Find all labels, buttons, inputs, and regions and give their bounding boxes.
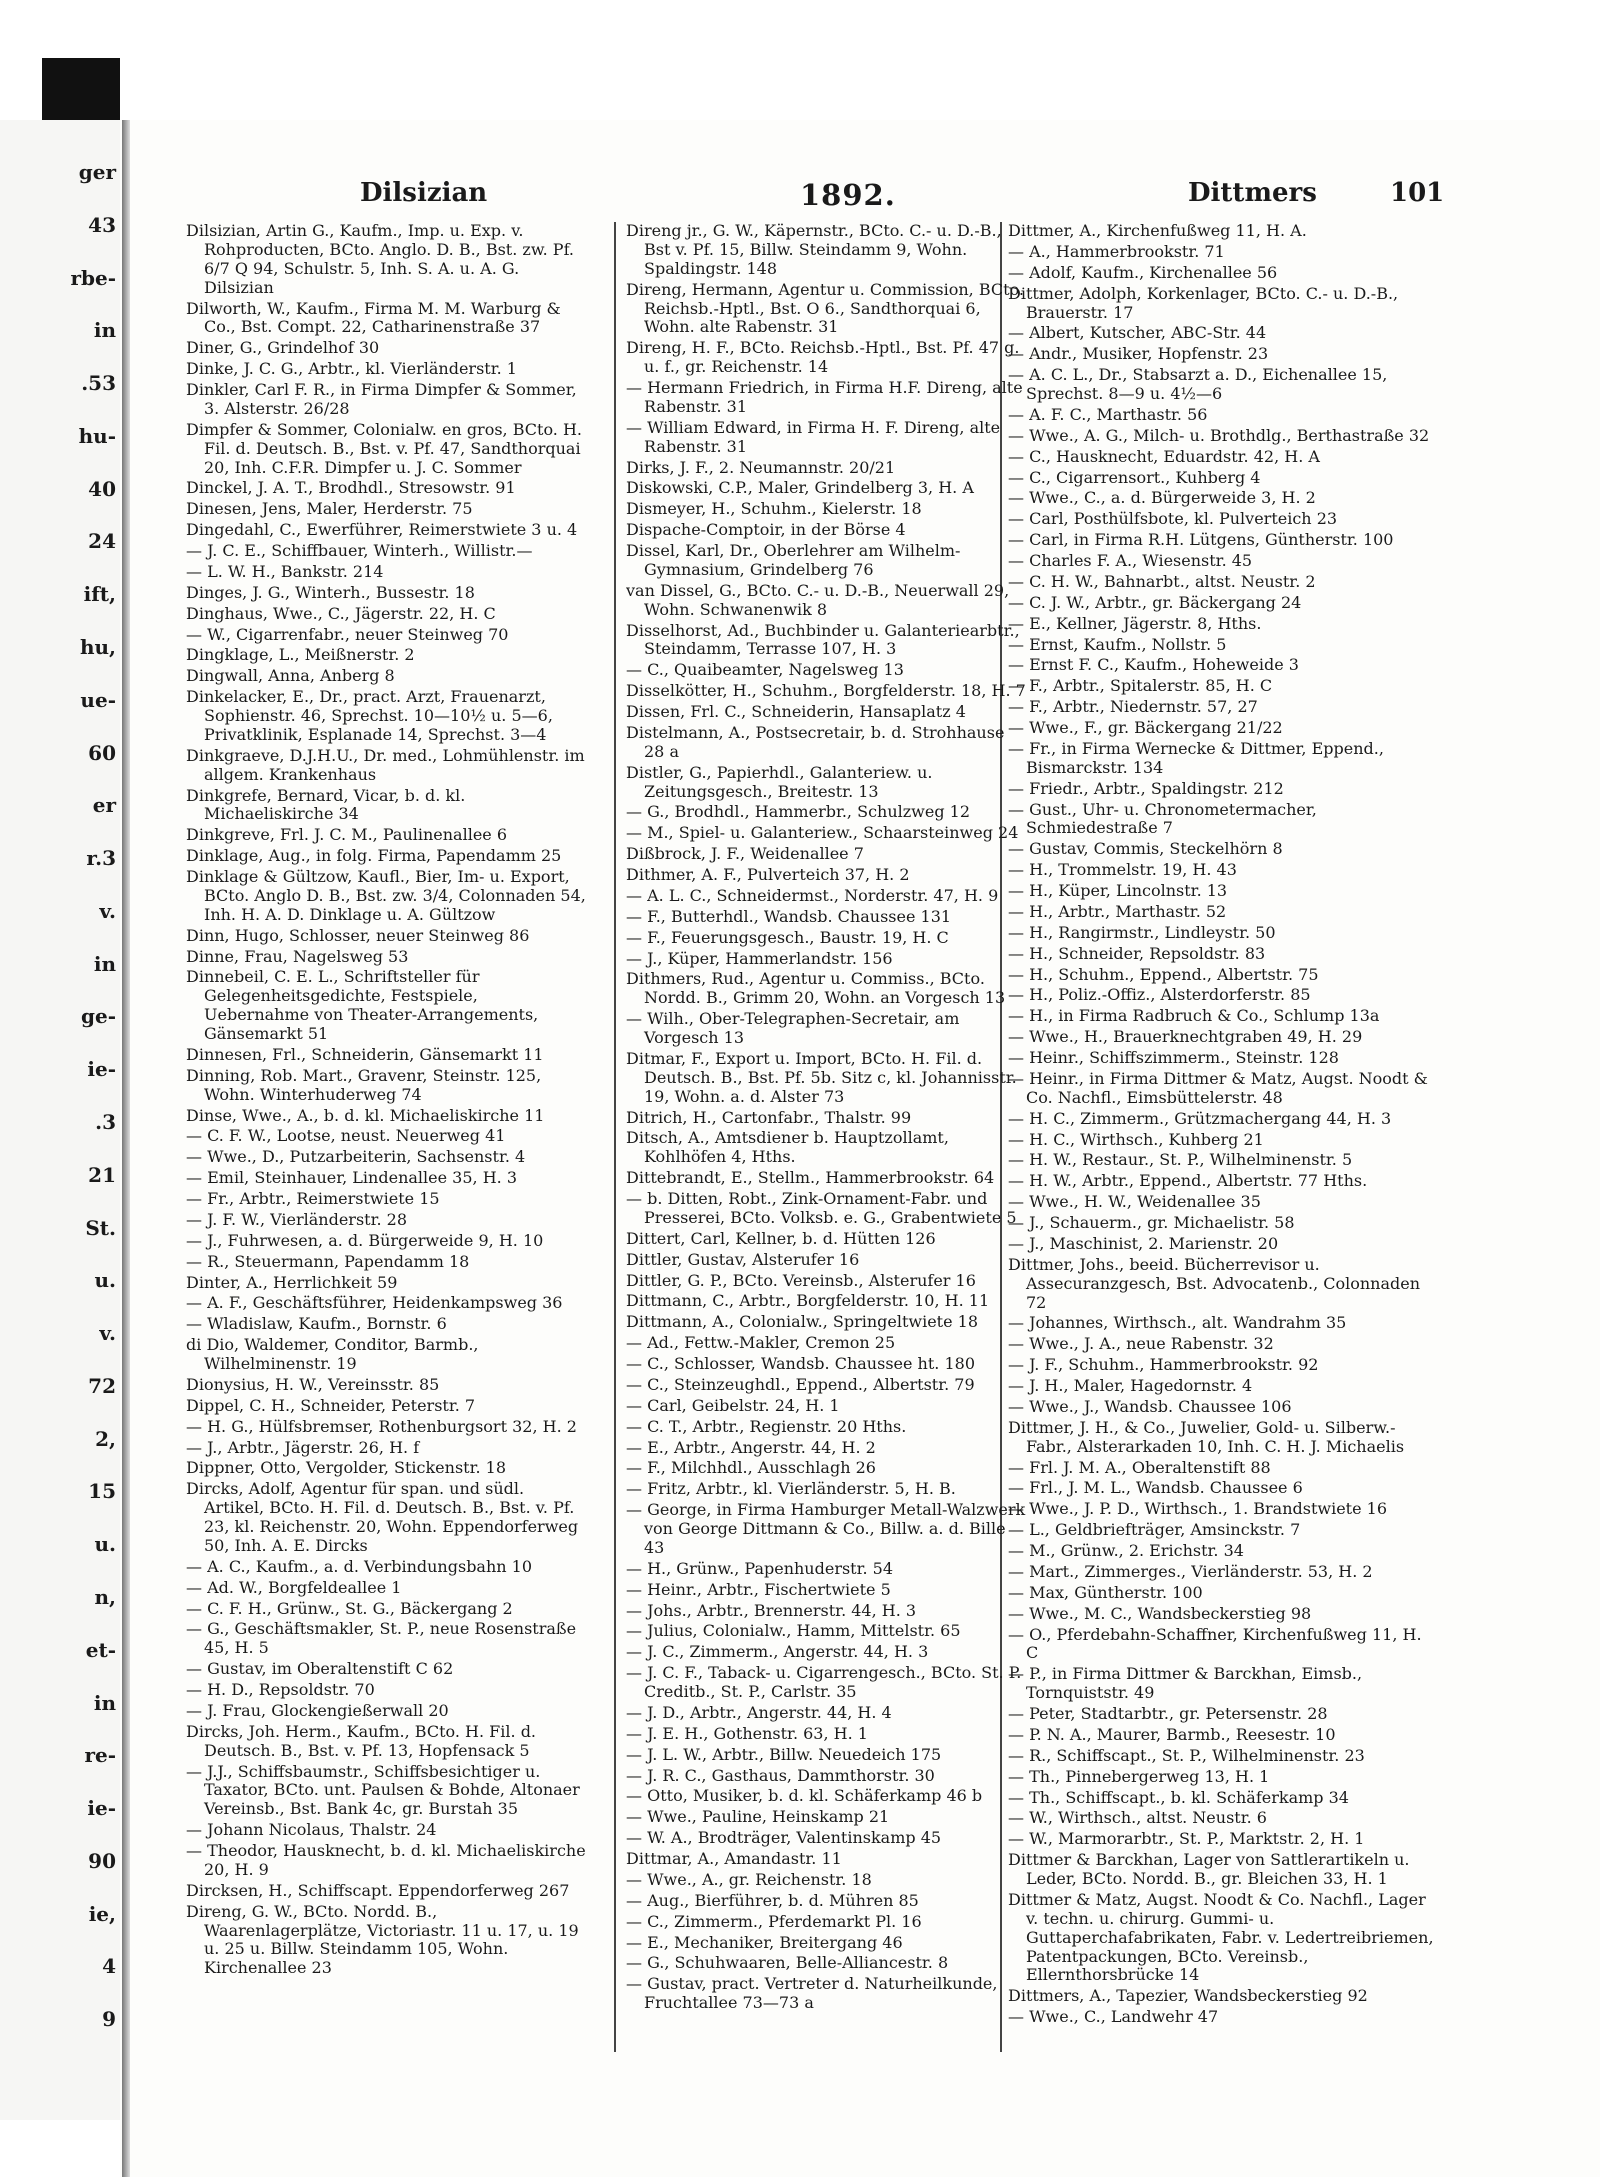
directory-entry: Dinkgreve, Frl. J. C. M., Paulinenallee 6 — [186, 825, 508, 845]
directory-entry: — Wwe., C., Landwehr 47 — [1008, 2007, 1219, 2027]
directory-entry: Distler, G., Papierhdl., Galanteriew. u. Zeitungsgesch., Breitestr. 13 — [626, 762, 933, 801]
directory-entry: Dittler, Gustav, Alsterufer 16 — [626, 1249, 860, 1269]
directory-entry: — Friedr., Arbtr., Spaldingstr. 212 — [1008, 778, 1284, 798]
directory-entry: Dittebrandt, E., Stellm., Hammerbrookstr. 64 — [626, 1168, 995, 1188]
directory-entry: Dinter, A., Herrlichkeit 59 — [186, 1272, 398, 1292]
directory-entry: — H. W., Restaur., St. P., Wilhelminenstr. 5 — [1008, 1150, 1353, 1170]
fragment-text: r.3 — [86, 846, 116, 871]
directory-entry: Dinn, Hugo, Schlosser, neuer Steinweg 86 — [186, 925, 530, 945]
directory-entry: Dinkelacker, E., Dr., pract. Arzt, Frauenarzt, Sophienstr. 46, Sprechst. 10—10½ u. 5—6, Privatklinik, Esplanade 14, Sprechst. 3—4 — [186, 687, 553, 744]
fragment-text: ie- — [87, 1057, 116, 1082]
directory-entry: — Th., Pinnebergerweg 13, H. 1 — [1008, 1766, 1270, 1786]
directory-entry: — C., Steinzeughdl., Eppend., Albertstr. 79 — [626, 1374, 975, 1394]
directory-entry: — H., Trommelstr. 19, H. 43 — [1008, 860, 1237, 880]
directory-entry: — H., Grünw., Papenhuderstr. 54 — [626, 1558, 894, 1578]
directory-entry: — Otto, Musiker, b. d. kl. Schäferkamp 46 b — [626, 1786, 983, 1806]
directory-entry: — Frl., J. M. L., Wandsb. Chaussee 6 — [1008, 1478, 1303, 1498]
fragment-text: 72 — [88, 1373, 116, 1398]
fragment-text: ie, — [88, 1901, 116, 1926]
directory-entry: — J., Maschinist, 2. Marienstr. 20 — [1008, 1233, 1279, 1253]
directory-entry: — Wilh., Ober-Telegraphen-Secretair, am Vorgesch 13 — [626, 1009, 960, 1047]
fragment-text: 21 — [88, 1162, 116, 1187]
fragment-text: St. — [85, 1215, 116, 1240]
directory-entry: — J. F. W., Vierländerstr. 28 — [186, 1209, 408, 1229]
directory-entry: Dissel, Karl, Dr., Oberlehrer am Wilhelm-Gymnasium, Grindelberg 76 — [626, 541, 961, 579]
directory-entry: — H., Rangirmstr., Lindleystr. 50 — [1008, 922, 1276, 942]
directory-entry: Dittmer, Johs., beeid. Bücherrevisor u. Assecuranzgesch, Bst. Advocatenb., Colonnaden 72 — [1008, 1254, 1421, 1312]
directory-entry: Dittmer, J. H., & Co., Juwelier, Gold- u. Silberw.-Fabr., Alsterarkaden 10, Inh. C. H. J. Michaelis — [1008, 1417, 1405, 1456]
fragment-text: u. — [94, 1532, 116, 1557]
directory-entry: — Gustav, Commis, Steckelhörn 8 — [1008, 839, 1283, 859]
directory-entry: — F., Butterhdl., Wandsb. Chaussee 131 — [626, 906, 952, 926]
directory-entry: di Dio, Waldemer, Conditor, Barmb., Wilhelminenstr. 19 — [186, 1335, 479, 1373]
directory-entry: — Frl. J. M. A., Oberaltenstift 88 — [1008, 1457, 1271, 1477]
fragment-text: 4 — [102, 1954, 116, 1979]
directory-entry: Diner, G., Grindelhof 30 — [186, 338, 380, 358]
directory-entry: — J., Küper, Hammerlandstr. 156 — [626, 948, 893, 968]
directory-entry: — Wwe., Pauline, Heinskamp 21 — [626, 1807, 890, 1827]
directory-entry: — L. W. H., Bankstr. 214 — [186, 561, 384, 581]
directory-entry: Dinnesen, Frl., Schneiderin, Gänsemarkt 11 — [186, 1044, 544, 1064]
directory-entry: Dippner, Otto, Vergolder, Stickenstr. 18 — [186, 1458, 507, 1478]
directory-entry: Dinges, J. G., Winterh., Bussestr. 18 — [186, 582, 475, 602]
directory-entry: — William Edward, in Firma H. F. Direng, alte Rabenstr. 31 — [626, 417, 1001, 456]
page-gutter-edge — [122, 120, 130, 2177]
directory-entry: — H., Küper, Lincolnstr. 13 — [1008, 881, 1228, 900]
directory-entry: — J. D., Arbtr., Angerstr. 44, H. 4 — [626, 1702, 892, 1722]
directory-entry: Dirks, J. F., 2. Neumannstr. 20/21 — [626, 457, 896, 477]
directory-entry: Diskowski, C.P., Maler, Grindelberg 3, H. A — [626, 478, 974, 498]
directory-entry: — Wwe., H. W., Weidenallee 35 — [1008, 1192, 1261, 1212]
directory-entry: Dinkgraeve, D.J.H.U., Dr. med., Lohmühlenstr. im allgem. Krankenhaus — [186, 745, 585, 784]
directory-entry: — H., Poliz.-Offiz., Alsterdorferstr. 85 — [1008, 985, 1311, 1005]
directory-entry: — M., Spiel- u. Galanteriew., Schaarsteinweg 24 — [626, 823, 1019, 843]
directory-entry: Direng, H. F., BCto. Reichsb.-Hptl., Bst. Pf. 47 g. u. f., gr. Reichenstr. 14 — [626, 338, 1020, 377]
directory-entry: — Ernst F. C., Kaufm., Hoheweide 3 — [1008, 655, 1299, 675]
directory-entry: Ditsch, A., Amtsdiener b. Hauptzollamt, Kohlhöfen 4, Hths. — [626, 1128, 949, 1167]
fragment-text: 40 — [88, 476, 116, 501]
directory-entry: — Wwe., J. P. D., Wirthsch., 1. Brandstwiete 16 — [1008, 1499, 1388, 1519]
fragment-text: 60 — [88, 740, 116, 765]
directory-entry: Dittmann, A., Colonialw., Springeltwiete 18 — [626, 1312, 979, 1332]
directory-entry: — H., Schneider, Repsoldstr. 83 — [1008, 943, 1266, 963]
directory-entry: — W. A., Brodträger, Valentinskamp 45 — [626, 1828, 942, 1848]
directory-entry: — Wladislaw, Kaufm., Bornstr. 6 — [186, 1314, 447, 1334]
directory-entry: van Dissel, G., BCto. C.- u. D.-B., Neuerwall 29, Wohn. Schwanenwik 8 — [626, 580, 1010, 619]
directory-entry: — G., Geschäftsmakler, St. P., neue Rosenstraße 45, H. 5 — [186, 1619, 577, 1658]
directory-entry: — G., Brodhdl., Hammerbr., Schulzweg 12 — [626, 802, 971, 822]
fragment-text: 9 — [102, 2007, 116, 2032]
directory-entry: Ditrich, H., Cartonfabr., Thalstr. 99 — [626, 1107, 912, 1127]
directory-entry: — Wwe., F., gr. Bäckergang 21/22 — [1008, 718, 1283, 737]
directory-entry: — Wwe., A. G., Milch- u. Brothdlg., Berthastraße 32 — [1008, 425, 1430, 445]
directory-entry: — E., Arbtr., Angerstr. 44, H. 2 — [626, 1437, 876, 1457]
directory-entry: — G., Schuhwaaren, Belle-Alliancestr. 8 — [626, 1953, 949, 1973]
directory-entry: Dircks, Adolf, Agentur für span. und südl. Artikel, BCto. H. Fil. d. Deutsch. B., Bst. v. Pf. 23, kl. Reichenstr. 20, Wohn. Eppendorferweg 50, Inh. A. E. Dircks — [186, 1479, 579, 1555]
directory-entry: — Heinr., in Firma Dittmer & Matz, Augst. Noodt & Co. Nachfl., Eimsbüttelerstr. 48 — [1008, 1068, 1428, 1107]
directory-entry: — Wwe., J. A., neue Rabenstr. 32 — [1008, 1334, 1274, 1354]
directory-entry: — Max, Güntherstr. 100 — [1008, 1582, 1203, 1602]
directory-entry: — C., Quaibeamter, Nagelsweg 13 — [626, 660, 904, 680]
fragment-text: er — [92, 793, 116, 818]
directory-entry: Dißbrock, J. F., Weidenallee 7 — [626, 844, 864, 864]
directory-entry: Dilsizian, Artin G., Kaufm., Imp. u. Exp. v. Rohproducten, BCto. Anglo. D. B., Bst. zw. Pf. 6/7 Q 94, Schulstr. 5, Inh. S. A. u. A. G. Dilsizian — [186, 222, 574, 297]
directory-entry: Dinghaus, Wwe., C., Jägerstr. 22, H. C — [186, 603, 496, 623]
directory-entry: — H., Arbtr., Marthastr. 52 — [1008, 901, 1227, 921]
fragment-text: et- — [85, 1637, 116, 1662]
directory-entry: — C., Cigarrensort., Kuhberg 4 — [1008, 467, 1261, 487]
directory-entry: — J. L. W., Arbtr., Billw. Neuedeich 175 — [626, 1744, 942, 1764]
directory-entry: — H. G., Hülfsbremser, Rothenburgsort 32, H. 2 — [186, 1416, 577, 1436]
directory-entry: — O., Pferdebahn-Schaffner, Kirchenfußweg 11, H. C — [1008, 1624, 1422, 1663]
fragment-text: 15 — [88, 1479, 116, 1504]
directory-entry: — Albert, Kutscher, ABC-Str. 44 — [1008, 323, 1267, 343]
fragment-text: in — [93, 318, 116, 343]
directory-entry: Dinkler, Carl F. R., in Firma Dimpfer & Sommer, 3. Alsterstr. 26/28 — [186, 380, 577, 418]
directory-entry: — Heinr., Schiffszimmerm., Steinstr. 128 — [1008, 1048, 1339, 1067]
directory-entry: Dinklage & Gültzow, Kaufl., Bier, Im- u. Export, BCto. Anglo D. B., Bst. zw. 3/4, Colonnaden 54, Inh. H. A. D. Dinklage u. A. Gültzow — [186, 867, 586, 924]
directory-entry: — C., Hausknecht, Eduardstr. 42, H. A — [1008, 446, 1320, 466]
directory-entry: Dinnebeil, C. E. L., Schriftsteller für Gelegenheitsgedichte, Festspiele, Uebernahme von Theater-Arrangements, Gänsemarkt 51 — [186, 967, 539, 1043]
directory-entry: Dinckel, J. A. T., Brodhdl., Stresowstr. 91 — [186, 478, 516, 498]
directory-entry: — Andr., Musiker, Hopfenstr. 23 — [1008, 344, 1269, 364]
directory-entry: — H. C., Wirthsch., Kuhberg 21 — [1008, 1129, 1264, 1149]
directory-entry: Dismeyer, H., Schuhm., Kielerstr. 18 — [626, 499, 922, 519]
directory-entry: Disselhorst, Ad., Buchbinder u. Galanteriearbtr., Steindamm, Terrasse 107, H. 3 — [626, 620, 1020, 659]
directory-entry: — F., Feuerungsgesch., Baustr. 19, H. C — [626, 927, 949, 947]
directory-entry: Dircks, Joh. Herm., Kaufm., BCto. H. Fil. d. Deutsch. B., Bst. v. Pf. 13, Hopfensack 5 — [186, 1721, 537, 1760]
fragment-text: 90 — [88, 1848, 116, 1873]
directory-entry: — Wwe., A., gr. Reichenstr. 18 — [626, 1869, 872, 1889]
directory-entry: — Johann Nicolaus, Thalstr. 24 — [186, 1820, 437, 1840]
directory-entry: — A. F. C., Marthastr. 56 — [1008, 404, 1208, 424]
directory-entry: — H. C., Zimmerm., Grützmachergang 44, H. 3 — [1008, 1108, 1392, 1128]
fragment-text: u. — [94, 1268, 116, 1293]
fragment-text: hu, — [79, 635, 116, 659]
fragment-text: in — [93, 951, 116, 976]
directory-entry: — Gustav, im Oberaltenstift C 62 — [186, 1659, 454, 1679]
header-year: 1892. — [800, 178, 896, 212]
directory-entry: Dispache-Comptoir, in der Börse 4 — [626, 520, 906, 540]
directory-entry: — Aug., Bierführer, b. d. Mühren 85 — [626, 1890, 919, 1910]
directory-entry: — C., Zimmerm., Pferdemarkt Pl. 16 — [626, 1911, 922, 1931]
header-right-keyword: Dittmers — [1188, 178, 1317, 208]
directory-entry: Dingedahl, C., Ewerführer, Reimerstwiete 3 u. 4 — [186, 520, 578, 540]
directory-entry: — J., Schauerm., gr. Michaelistr. 58 — [1008, 1213, 1295, 1232]
directory-entry: — J., Fuhrwesen, a. d. Bürgerweide 9, H. 10 — [186, 1230, 544, 1250]
directory-entry: — J.J., Schiffsbaumstr., Schiffsbesichtiger u. Taxator, BCto. unt. Paulsen & Bohde, Altonaer Vereinsb., Bst. Bank 4c, gr. Burstah 35 — [186, 1761, 580, 1819]
directory-entry: — W., Cigarrenfabr., neuer Steinweg 70 — [186, 624, 509, 644]
directory-entry: — J. R. C., Gasthaus, Dammthorstr. 30 — [626, 1765, 935, 1785]
directory-entry: Dittmers, A., Tapezier, Wandsbeckerstieg 92 — [1008, 1986, 1368, 2006]
directory-entry: — C. F. W., Lootse, neust. Neuerweg 41 — [186, 1126, 506, 1146]
scan-dark-corner — [42, 58, 120, 128]
directory-entry: Dinkgrefe, Bernard, Vicar, b. d. kl. Michaeliskirche 34 — [186, 785, 466, 824]
directory-entry: — F., Arbtr., Niedernstr. 57, 27 — [1008, 697, 1258, 717]
directory-entry: Dinne, Frau, Nagelsweg 53 — [186, 946, 409, 966]
directory-entry: Dingklage, L., Meißnerstr. 2 — [186, 645, 415, 665]
directory-entry: — J. E. H., Gothenstr. 63, H. 1 — [626, 1723, 868, 1743]
directory-entry: — J. C. F., Taback- u. Cigarrengesch., BCto. St. P. Creditb., St. P., Carlstr. 35 — [626, 1663, 1022, 1701]
page-number: 101 — [1390, 178, 1445, 208]
directory-entry: — A. C. L., Dr., Stabsarzt a. D., Eichenallee 15, Sprechst. 8—9 u. 4½—6 — [1008, 365, 1388, 403]
directory-entry: — Fr., in Firma Wernecke & Dittmer, Eppend., Bismarckstr. 134 — [1008, 738, 1384, 777]
fragment-text: 2, — [95, 1426, 116, 1451]
previous-page-fragment — [0, 120, 123, 2120]
directory-entry: — Carl, Posthülfsbote, kl. Pulverteich 23 — [1008, 509, 1338, 529]
fragment-text: ie- — [87, 1796, 116, 1821]
directory-entry: Direng, Hermann, Agentur u. Commission, BCto. Reichsb.-Hptl., Bst. O 6., Sandthorquai 6, Wohn. alte Rabenstr. 31 — [626, 279, 1025, 337]
directory-entry: — Wwe., J., Wandsb. Chaussee 106 — [1008, 1396, 1292, 1416]
directory-entry: — W., Marmorarbtr., St. P., Marktstr. 2, H. 1 — [1008, 1829, 1365, 1849]
directory-entry: Dittler, G. P., BCto. Vereinsb., Alsterufer 16 — [626, 1270, 976, 1290]
directory-entry: — H. D., Repsoldstr. 70 — [186, 1680, 375, 1699]
scan-margin-top — [0, 0, 1600, 58]
directory-entry: — E., Mechaniker, Breitergang 46 — [626, 1932, 903, 1952]
directory-entry: — Th., Schiffscapt., b. kl. Schäferkamp 34 — [1008, 1787, 1349, 1807]
directory-entry: — Fritz, Arbtr., kl. Vierländerstr. 5, H. B. — [626, 1479, 956, 1499]
directory-entry: — Hermann Friedrich, in Firma H.F. Direng, alte Rabenstr. 31 — [626, 378, 1023, 416]
directory-entry: — W., Wirthsch., altst. Neustr. 6 — [1008, 1808, 1267, 1828]
directory-entry: — J. C. E., Schiffbauer, Winterh., Willistr.— — [186, 541, 533, 560]
fragment-text: .53 — [81, 371, 116, 396]
directory-entry: — Johs., Arbtr., Brennerstr. 44, H. 3 — [626, 1600, 917, 1620]
fragment-text: rbe- — [70, 265, 116, 290]
directory-entry: — Charles F. A., Wiesenstr. 45 — [1008, 551, 1253, 570]
directory-entry: — Fr., Arbtr., Reimerstwiete 15 — [186, 1189, 440, 1208]
header-left-keyword: Dilsizian — [360, 178, 488, 208]
directory-entry: — H., in Firma Radbruch & Co., Schlump 13a — [1008, 1006, 1380, 1026]
directory-entry: Dinse, Wwe., A., b. d. kl. Michaeliskirche 11 — [186, 1105, 545, 1125]
fragment-text: v. — [99, 1321, 116, 1346]
directory-entry: — A. L. C., Schneidermst., Norderstr. 47, H. 9 — [626, 885, 999, 905]
directory-entry: Dittert, Carl, Kellner, b. d. Hütten 126 — [626, 1228, 936, 1248]
fragment-text: re- — [84, 1743, 116, 1768]
directory-entry: Dimpfer & Sommer, Colonialw. en gros, BCto. H. Fil. d. Deutsch. B., Bst. v. Pf. 47, Sandthorquai 20, Inh. C.F.R. Dimpfer u. J. C. Sommer — [186, 419, 583, 477]
directory-entry: Dinke, J. C. G., Arbtr., kl. Vierländerstr. 1 — [186, 359, 517, 379]
fragment-text: n, — [94, 1585, 116, 1609]
directory-entry: Disselkötter, H., Schuhm., Borgfelderstr. 18, H. 7 — [626, 681, 1026, 701]
directory-entry: Ditmar, F., Export u. Import, BCto. H. Fil. d. Deutsch. B., Bst. Pf. 5b. Sitz c, kl. Johannisstr. 19, Wohn. a. d. Alster 73 — [626, 1048, 1017, 1106]
directory-entry: Dissen, Frl. C., Schneiderin, Hansaplatz 4 — [626, 702, 966, 721]
directory-entry: Dittmar, A., Amandastr. 11 — [626, 1849, 842, 1868]
column-divider — [614, 222, 616, 2052]
directory-entry: — Carl, in Firma R.H. Lütgens, Güntherstr. 100 — [1008, 530, 1394, 550]
directory-entry: — A. F., Geschäftsführer, Heidenkampsweg 36 — [186, 1293, 563, 1313]
directory-entry: — Heinr., Arbtr., Fischertwiete 5 — [626, 1579, 891, 1599]
directory-entry: — F., Arbtr., Spitalerstr. 85, H. C — [1008, 676, 1273, 696]
fragment-text: ger — [78, 160, 116, 184]
directory-entry: — J. H., Maler, Hagedornstr. 4 — [1008, 1376, 1253, 1395]
directory-entry: Dithmers, Rud., Agentur u. Commiss., BCto. Nordd. B., Grimm 20, Wohn. an Vorgesch 13 — [626, 969, 1006, 1008]
directory-entry: Direng jr., G. W., Käpernstr., BCto. C.- u. D.-B., Bst v. Pf. 15, Billw. Steindamm 9, Wohn. Spaldingstr. 148 — [626, 222, 1002, 278]
directory-entry: Distelmann, A., Postsecretair, b. d. Strohhause 28 a — [626, 722, 1005, 761]
directory-entry: — Ad. W., Borgfeldeallee 1 — [186, 1577, 402, 1597]
directory-entry: — Gustav, pract. Vertreter d. Naturheilkunde, Fruchtallee 73—73 a — [626, 1974, 998, 2013]
directory-entry: — Wwe., M. C., Wandsbeckerstieg 98 — [1008, 1603, 1312, 1623]
directory-column-2 — [626, 222, 1026, 2072]
directory-entry: Direng, G. W., BCto. Nordd. B., Waarenlagerplätze, Victoriastr. 11 u. 17, u. 19 u. 25 u. Billw. Steindamm 105, Wohn. Kirchenallee 23 — [186, 1901, 579, 1978]
directory-entry: — F., Milchhdl., Ausschlagh 26 — [626, 1458, 876, 1478]
directory-entry: — Carl, Geibelstr. 24, H. 1 — [626, 1395, 840, 1415]
fragment-text: in — [93, 1690, 116, 1715]
fragment-text: ge- — [80, 1004, 116, 1029]
directory-entry: — H., Schuhm., Eppend., Albertstr. 75 — [1008, 964, 1319, 984]
directory-entry: — C. H. W., Bahnarbt., altst. Neustr. 2 — [1008, 571, 1316, 591]
directory-entry: Dinning, Rob. Mart., Gravenr, Steinstr. 125, Wohn. Winterhuderweg 74 — [186, 1065, 542, 1104]
directory-entry: — R., Schiffscapt., St. P., Wilhelminenstr. 23 — [1008, 1745, 1365, 1765]
directory-entry: — C. J. W., Arbtr., gr. Bäckergang 24 — [1008, 592, 1302, 612]
directory-entry: Dithmer, A. F., Pulverteich 37, H. 2 — [626, 865, 910, 884]
directory-entry: — Theodor, Hausknecht, b. d. kl. Michaeliskirche 20, H. 9 — [186, 1841, 586, 1879]
directory-entry: Dittmann, C., Arbtr., Borgfelderstr. 10, H. 11 — [626, 1291, 990, 1311]
directory-entry: Dittmer, Adolph, Korkenlager, BCto. C.- u. D.-B., Brauerstr. 17 — [1008, 283, 1399, 322]
directory-entry: — Emil, Steinhauer, Lindenallee 35, H. 3 — [186, 1168, 517, 1188]
fragment-text: hu- — [78, 423, 116, 448]
directory-entry: — J. F., Schuhm., Hammerbrookstr. 92 — [1008, 1355, 1319, 1375]
fragment-text: 24 — [88, 529, 116, 554]
directory-entry: — H. W., Arbtr., Eppend., Albertstr. 77 Hths. — [1008, 1171, 1368, 1191]
directory-entry: Dinklage, Aug., in folg. Firma, Papendamm 25 — [186, 846, 562, 866]
directory-column-3 — [1008, 222, 1438, 2072]
directory-entry: Dionysius, H. W., Vereinsstr. 85 — [186, 1374, 440, 1394]
fragment-text: .3 — [95, 1110, 116, 1134]
directory-entry: — Ad., Fettw.-Makler, Cremon 25 — [626, 1333, 896, 1353]
directory-entry: — Wwe., H., Brauerknechtgraben 49, H. 29 — [1008, 1027, 1363, 1047]
directory-entry: — P. N. A., Maurer, Barmb., Reesestr. 10 — [1008, 1724, 1336, 1744]
directory-entry: — C. T., Arbtr., Regienstr. 20 Hths. — [626, 1416, 907, 1436]
directory-entry: — J., Arbtr., Jägerstr. 26, H. f — [186, 1437, 420, 1457]
directory-entry: Dittmer, A., Kirchenfußweg 11, H. A. — [1008, 222, 1307, 240]
directory-entry: — R., Steuermann, Papendamm 18 — [186, 1251, 470, 1271]
directory-entry: — E., Kellner, Jägerstr. 8, Hths. — [1008, 613, 1262, 633]
directory-entry: Dilworth, W., Kaufm., Firma M. M. Warburg & Co., Bst. Compt. 22, Catharinenstraße 37 — [186, 298, 561, 337]
directory-entry: — Mart., Zimmerges., Vierländerstr. 53, H. 2 — [1008, 1561, 1373, 1581]
directory-entry: — Ernst, Kaufm., Nollstr. 5 — [1008, 634, 1227, 654]
directory-column-1 — [186, 222, 586, 2072]
fragment-text: ue- — [80, 687, 116, 712]
directory-entry: — P., in Firma Dittmer & Barckhan, Eimsb., Tornquiststr. 49 — [1008, 1664, 1363, 1703]
directory-entry: Dinesen, Jens, Maler, Herderstr. 75 — [186, 499, 473, 519]
directory-entry: Dittmer & Barckhan, Lager von Sattlerartikeln u. Leder, BCto. Nordd. B., gr. Bleichen 33, H. 1 — [1008, 1850, 1410, 1888]
directory-entry: — L., Geldbriefträger, Amsinckstr. 7 — [1008, 1520, 1301, 1540]
fragment-text: ift, — [83, 582, 116, 607]
directory-entry: — J. C., Zimmerm., Angerstr. 44, H. 3 — [626, 1642, 929, 1662]
directory-entry: — Peter, Stadtarbtr., gr. Petersenstr. 28 — [1008, 1704, 1328, 1723]
directory-entry: — George, in Firma Hamburger Metall-Walzwerk von George Dittmann & Co., Billw. a. d. Bille 43 — [626, 1500, 1026, 1557]
directory-entry: — Johannes, Wirthsch., alt. Wandrahm 35 — [1008, 1313, 1347, 1333]
directory-entry: — C., Schlosser, Wandsb. Chaussee ht. 180 — [626, 1354, 975, 1373]
fragment-text: v. — [99, 898, 116, 923]
directory-entry: Dittmer & Matz, Augst. Noodt & Co. Nachfl., Lager v. techn. u. chirurg. Gummi- u. Guttaperchafabrikaten, Fabr. v. Ledertreibriemen, Patentpackungen, BCto. Vereinsb., Ellernthorsbrücke 14 — [1008, 1889, 1434, 1985]
directory-entry: — Gust., Uhr- u. Chronometermacher, Schmiedestraße 7 — [1008, 799, 1317, 838]
directory-entry: — M., Grünw., 2. Erichstr. 34 — [1008, 1541, 1244, 1560]
directory-entry: Dingwall, Anna, Anberg 8 — [186, 666, 395, 686]
directory-entry: Dippel, C. H., Schneider, Peterstr. 7 — [186, 1395, 476, 1415]
directory-entry: — b. Ditten, Robt., Zink-Ornament-Fabr. und Presserei, BCto. Volksb. e. G., Grabentwiete 5 — [626, 1189, 1017, 1227]
directory-entry: — Julius, Colonialw., Hamm, Mittelstr. 65 — [626, 1621, 961, 1641]
directory-entry: — Adolf, Kaufm., Kirchenallee 56 — [1008, 262, 1278, 282]
directory-entry: — A., Hammerbrookstr. 71 — [1008, 241, 1225, 261]
directory-entry: Dircksen, H., Schiffscapt. Eppendorferweg 267 — [186, 1880, 570, 1900]
directory-entry: — Wwe., D., Putzarbeiterin, Sachsenstr. 4 — [186, 1147, 526, 1167]
directory-entry: — Wwe., C., a. d. Bürgerweide 3, H. 2 — [1008, 488, 1316, 508]
directory-entry: — C. F. H., Grünw., St. G., Bäckergang 2 — [186, 1598, 513, 1618]
directory-entry: — J. Frau, Glockengießerwall 20 — [186, 1700, 449, 1720]
fragment-text: 43 — [88, 212, 116, 237]
directory-entry: — A. C., Kaufm., a. d. Verbindungsbahn 10 — [186, 1556, 533, 1576]
